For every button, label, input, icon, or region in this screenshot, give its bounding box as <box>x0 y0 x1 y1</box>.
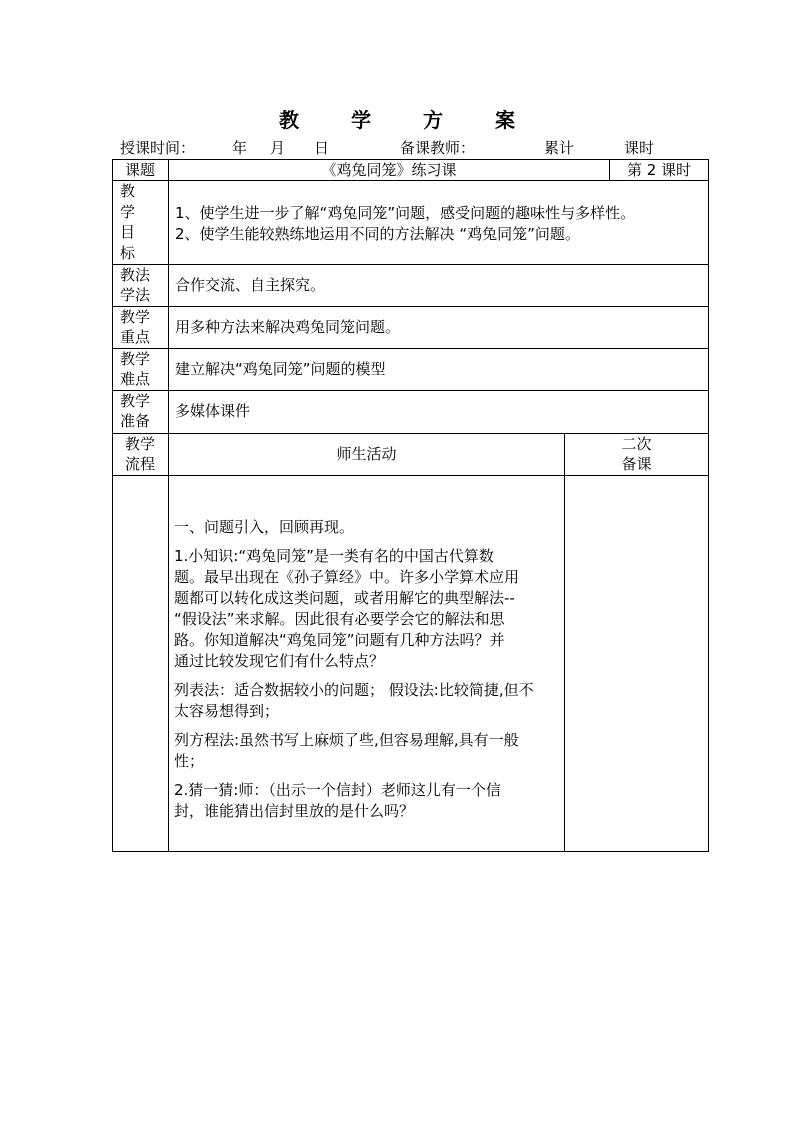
text-line: 列方程法:虽然书写上麻烦了些,但容易理解,具有一般 <box>174 731 519 749</box>
topic-title: 《鸡兔同笼》练习课 <box>321 161 457 179</box>
text-line: 太容易想得到； <box>174 702 280 720</box>
goals-label <box>120 181 160 263</box>
difficulty-label <box>120 349 164 389</box>
page-title <box>0 104 794 133</box>
label-char: 标 <box>120 243 136 262</box>
month-label: 月 <box>270 139 286 157</box>
difficulty-content: 建立解决“鸡兔同笼”问题的模型 <box>175 360 386 378</box>
text-line: 2.猜一猜:师：（出示一个信封）老师这儿有一个信 <box>174 781 501 799</box>
text-line: 题。最早出现在《孙子算经》中。许多小学算术应用 <box>174 568 520 586</box>
activity-paragraph <box>174 680 562 722</box>
label-line: 二次 <box>621 435 652 453</box>
process-label <box>112 434 168 474</box>
text-line: 路。你知道解决“鸡兔同笼”问题有几种方法吗？并 <box>174 631 505 649</box>
focus-label <box>120 307 164 347</box>
activity-content <box>174 517 562 830</box>
prep-label <box>120 391 164 431</box>
table-border <box>112 264 709 265</box>
table-border <box>112 348 709 349</box>
period-label: 课时 <box>624 139 655 157</box>
text-line: “假设法”来求解。因此很有必要学会它的解法和思 <box>174 610 505 628</box>
title-char: 案 <box>495 108 515 132</box>
teacher-label: 备课教师： <box>400 139 476 157</box>
goals-content <box>175 203 705 245</box>
goal-line: 2、使学生能较熟练地运用不同的方法解决 “鸡兔同笼”问题。 <box>175 225 580 243</box>
table-border <box>112 159 113 852</box>
prep-content: 多媒体课件 <box>175 402 251 420</box>
table-border <box>112 851 709 852</box>
label-char: 学 <box>120 202 136 221</box>
title-char: 教 <box>279 108 299 132</box>
year-label: 年 <box>232 139 248 157</box>
day-label: 日 <box>314 139 330 157</box>
label-line: 教法 <box>120 266 151 284</box>
label-line: 准备 <box>120 412 151 430</box>
label-line: 教学 <box>120 350 151 368</box>
method-content: 合作交流、自主探究。 <box>175 276 326 294</box>
label-line: 教学 <box>120 308 151 326</box>
table-border <box>168 159 169 852</box>
second-prep-header <box>565 434 708 474</box>
topic-label: 课题 <box>124 161 155 179</box>
label-char: 教 <box>120 182 136 200</box>
table-border <box>112 306 709 307</box>
label-char: 目 <box>120 223 136 241</box>
label-line: 重点 <box>120 328 151 346</box>
cumulative-label: 累计 <box>544 139 575 157</box>
time-label: 授课时间： <box>120 139 196 157</box>
goal-line: 1、使学生进一步了解“鸡兔同笼”问题，感受问题的趣味性与多样性。 <box>175 204 636 222</box>
table-border <box>708 159 709 852</box>
table-border <box>112 475 709 476</box>
label-line: 流程 <box>124 455 155 473</box>
label-line: 教学 <box>124 435 155 453</box>
text-line: 列表法：适合数据较小的问题； 假设法:比较简捷,但不 <box>174 681 534 699</box>
activity-paragraph <box>174 730 562 772</box>
lesson-plan-table <box>112 159 709 852</box>
method-label <box>120 265 164 305</box>
activity-paragraph <box>174 546 562 672</box>
title-char: 学 <box>351 108 371 132</box>
lesson-number: 第 2 课时 <box>626 161 692 179</box>
label-line: 备课 <box>621 455 652 473</box>
title-char: 方 <box>423 108 443 132</box>
table-border <box>112 180 709 181</box>
section-heading: 一、问题引入，回顾再现。 <box>174 518 355 536</box>
label-line: 教学 <box>120 392 151 410</box>
text-line: 题都可以转化成这类问题，或者用解它的典型解法-- <box>174 589 515 607</box>
focus-content: 用多种方法来解决鸡兔同笼问题。 <box>175 318 401 336</box>
table-border <box>112 390 709 391</box>
label-line: 学法 <box>120 286 151 304</box>
text-line: 1.小知识:“鸡兔同笼”是一类有名的中国古代算数 <box>174 547 494 565</box>
activity-paragraph <box>174 780 562 822</box>
activity-header: 师生活动 <box>336 445 397 463</box>
text-line: 性； <box>174 752 205 770</box>
table-border <box>564 433 565 852</box>
label-line: 难点 <box>120 370 151 388</box>
text-line: 通过比较发现它们有什么特点？ <box>174 652 385 670</box>
text-line: 封，谁能猜出信封里放的是什么吗？ <box>174 802 415 820</box>
